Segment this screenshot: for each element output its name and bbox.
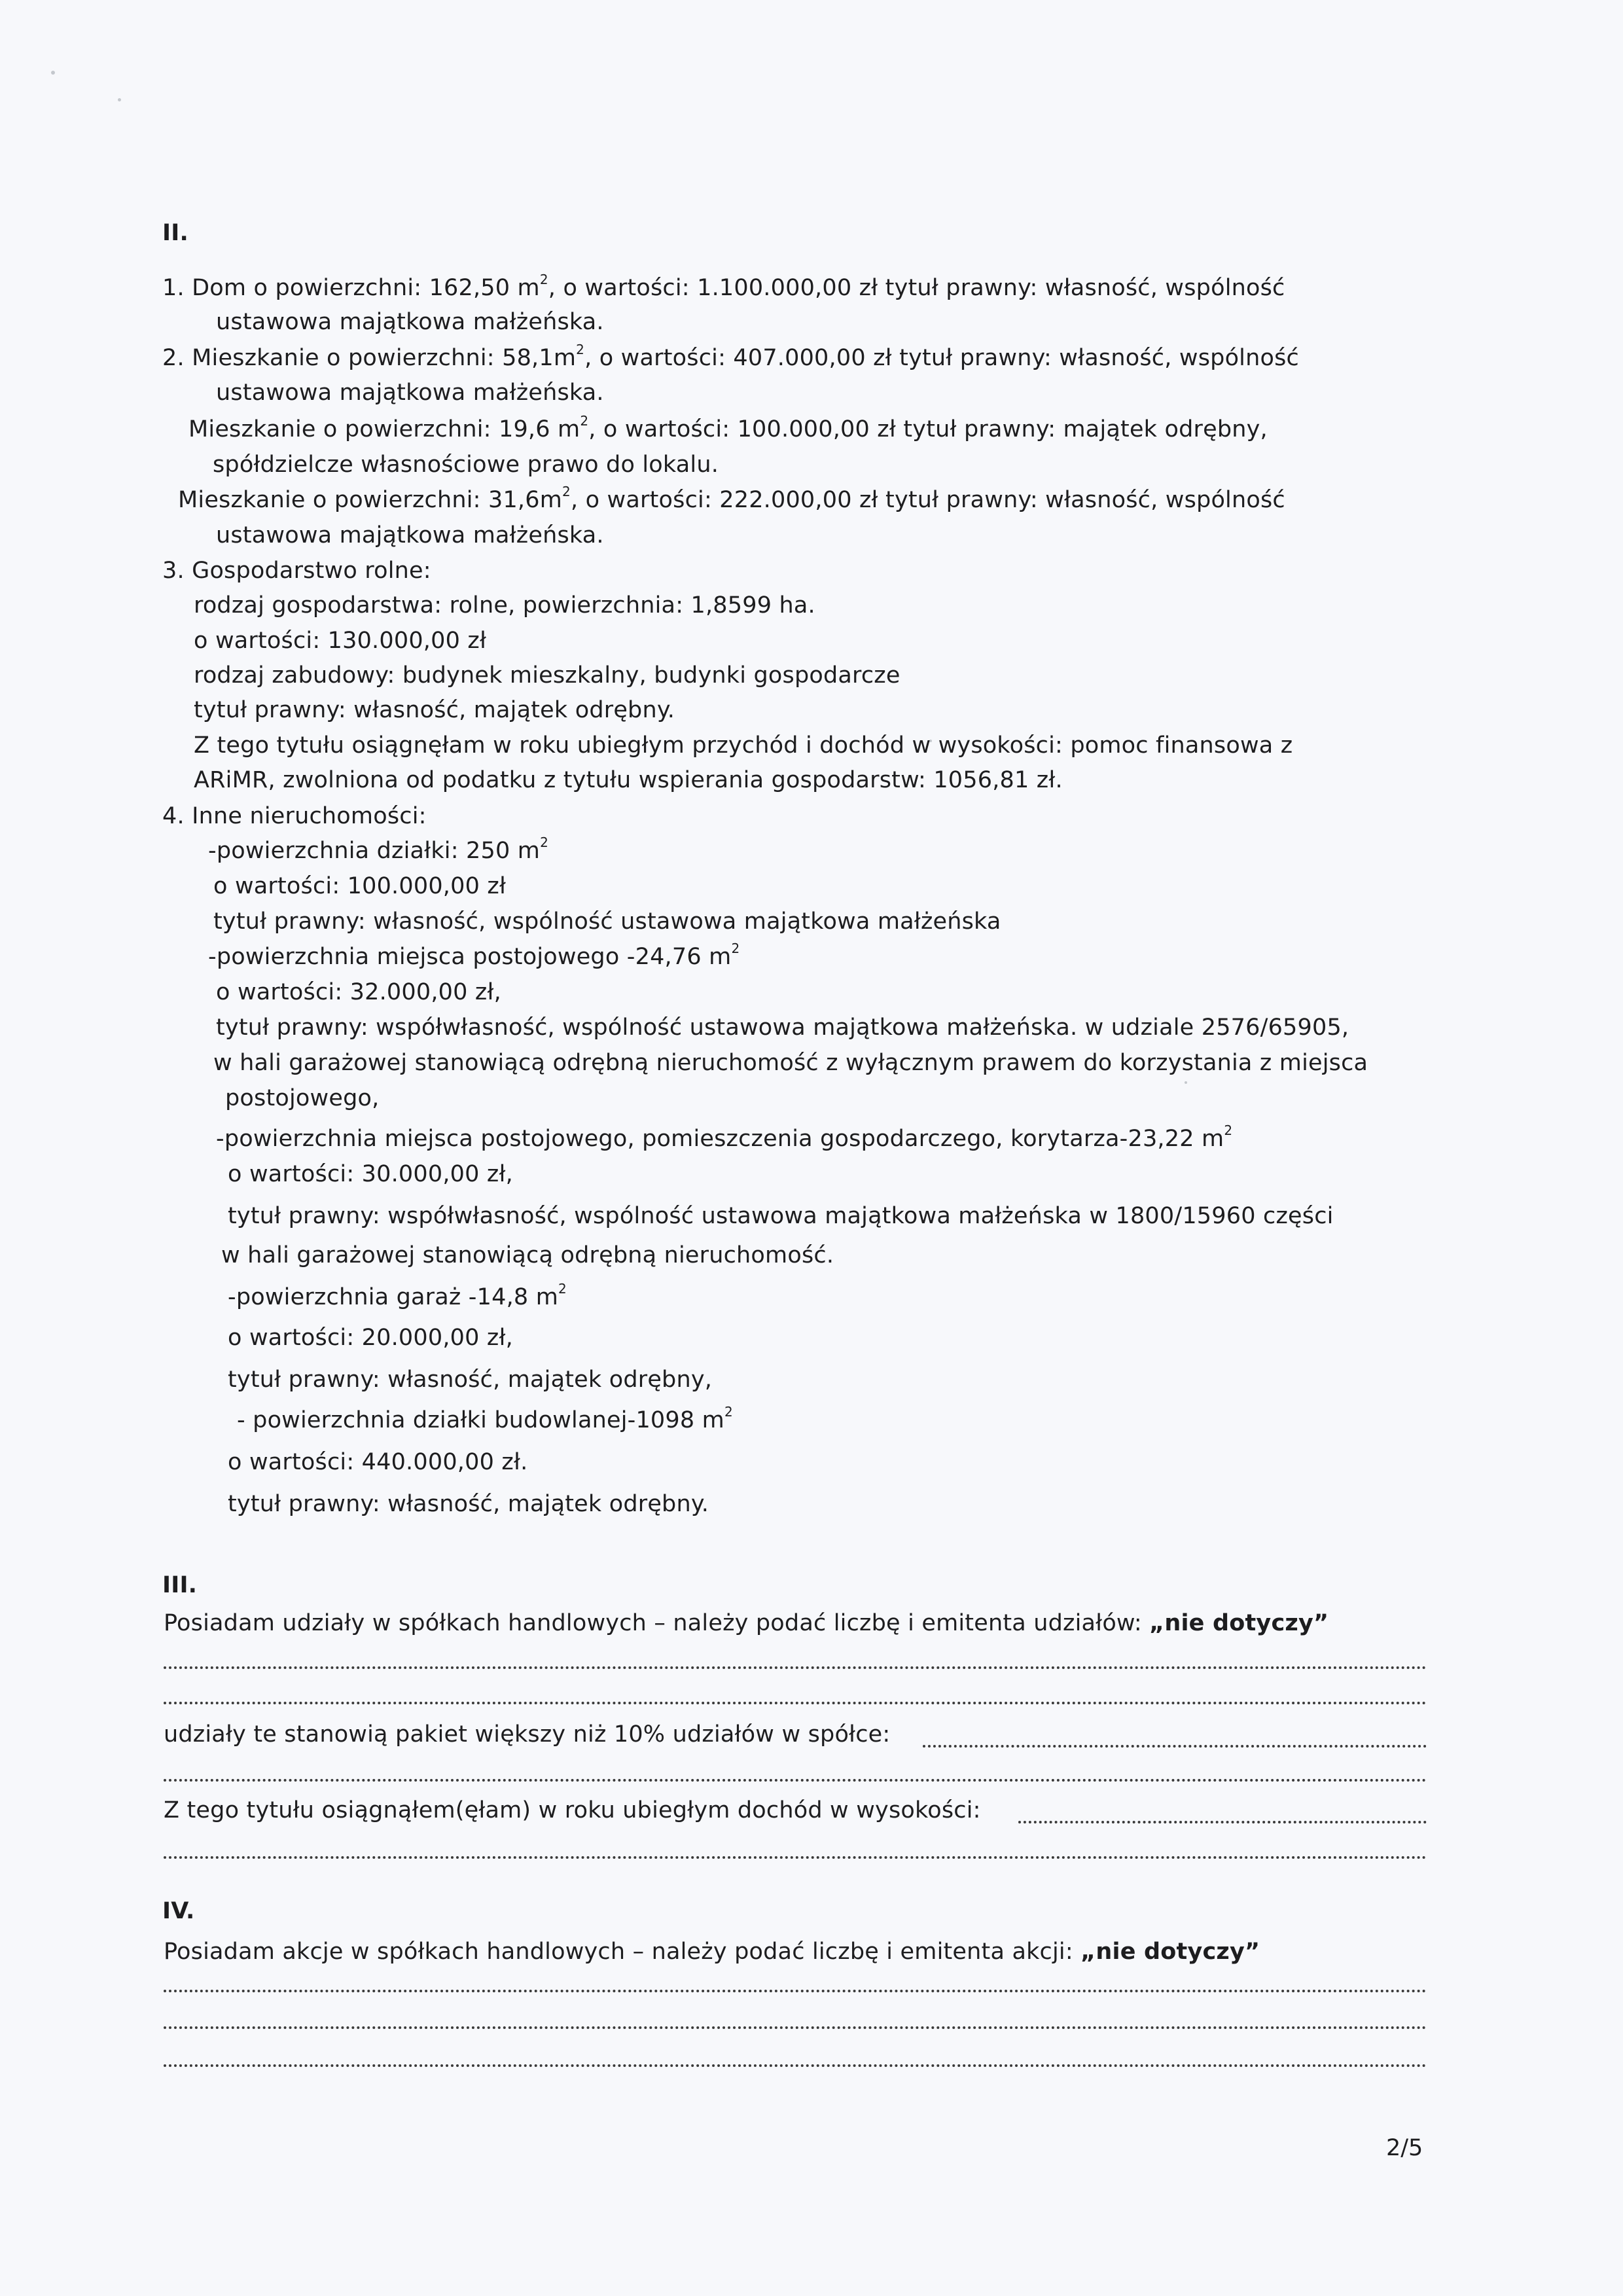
- item-2c-line: Mieszkanie o powierzchni: $31,6m^2$, o wartości: 222.000,00 zł tytuł prawny: własność, wspólność: [178, 484, 1285, 513]
- dotted-answer-line: [164, 1856, 1427, 1859]
- item-4-line-9: -powierzchnia miejsca postojowego, pomieszczenia gospodarczego, korytarza-23,22 $m^2$: [216, 1122, 1233, 1152]
- item-4-line-13: -powierzchnia garaż -14,8 $m^2$: [228, 1281, 567, 1310]
- dotted-answer-line: [164, 2064, 1427, 2067]
- item-3-line-5: Z tego tytułu osiągnęłam w roku ubiegłym przychód i dochód w wysokości: pomoc finansowa z: [194, 732, 1293, 759]
- scan-speck: [118, 98, 121, 101]
- item-4-line-12: w hali garażowej stanowiącą odrębną nieruchomość.: [221, 1242, 834, 1268]
- item-4-title: 4. Inne nieruchomości:: [162, 803, 427, 829]
- item-3-line-1: rodzaj gospodarstwa: rolne, powierzchnia: 1,8599 ha.: [194, 592, 815, 619]
- dotted-answer-fill: [1018, 1821, 1427, 1823]
- item-3-line-6: ARiMR, zwolniona od podatku z tytułu wspierania gospodarstw: 1056,81 zł.: [194, 767, 1063, 793]
- item-3-title: 3. Gospodarstwo rolne:: [162, 558, 431, 584]
- item-4-line-18: tytuł prawny: własność, majątek odrębny.: [228, 1491, 709, 1517]
- section-iv-question-1: Posiadam akcje w spółkach handlowych – należy podać liczbę i emitenta akcji: „nie dotyczy”: [164, 1939, 1260, 1965]
- item-4-line-7: w hali garażowej stanowiącą odrębną nieruchomość z wyłącznym prawem do korzystania z miejsca: [213, 1050, 1368, 1076]
- section-iii-question-1: Posiadam udziały w spółkach handlowych – należy podać liczbę i emitenta udziałów: „nie dotyczy”: [164, 1610, 1329, 1636]
- section-iii-question-3: Z tego tytułu osiągnąłem(ęłam) w roku ubiegłym dochód w wysokości:: [164, 1797, 981, 1823]
- item-3-line-3: rodzaj zabudowy: budynek mieszkalny, budynki gospodarcze: [194, 662, 901, 689]
- item-1-continuation: ustawowa majątkowa małżeńska.: [216, 309, 604, 335]
- section-iii-answer: „nie dotyczy”: [1149, 1610, 1329, 1636]
- item-2c-continuation: ustawowa majątkowa małżeńska.: [216, 522, 604, 548]
- dotted-answer-line: [164, 1666, 1427, 1669]
- item-3-line-4: tytuł prawny: własność, majątek odrębny.: [194, 697, 675, 723]
- item-2b-continuation: spółdzielcze własnościowe prawo do lokalu.: [213, 452, 719, 478]
- item-4-line-11: tytuł prawny: współwłasność, wspólność ustawowa majątkowa małżeńska w 1800/15960 części: [228, 1203, 1334, 1229]
- item-4-line-17: o wartości: 440.000,00 zł.: [228, 1449, 528, 1475]
- dotted-answer-line: [164, 1779, 1427, 1782]
- section-iii-question-2: udziały te stanowią pakiet większy niż 10% udziałów w spółce:: [164, 1721, 891, 1748]
- scan-speck: [51, 71, 55, 75]
- item-4-line-3: tytuł prawny: własność, wspólność ustawowa majątkowa małżeńska: [213, 908, 1001, 935]
- item-1-line: 1. Dom o powierzchni: 162,50 $m^2$, o wartości: 1.100.000,00 zł tytuł prawny: własność, wspólność: [162, 272, 1285, 301]
- item-4-line-15: tytuł prawny: własność, majątek odrębny,: [228, 1367, 713, 1393]
- section-iii-heading: III.: [162, 1572, 198, 1598]
- item-2-continuation: ustawowa majątkowa małżeńska.: [216, 380, 604, 406]
- section-ii-heading: II.: [162, 220, 188, 246]
- item-4-line-5: o wartości: 32.000,00 zł,: [216, 979, 501, 1005]
- item-2-line: 2. Mieszkanie o powierzchni: $58,1m^2$, o wartości: 407.000,00 zł tytuł prawny: własność, wspólność: [162, 342, 1299, 371]
- dotted-answer-line: [164, 2026, 1427, 2029]
- item-4-line-16: - powierzchnia działki budowlanej-1098 $m^2$: [237, 1404, 733, 1433]
- item-3-line-2: o wartości: 130.000,00 zł: [194, 628, 487, 654]
- item-4-line-4: -powierzchnia miejsca postojowego -24,76 $m^2$: [208, 941, 740, 970]
- dotted-answer-line: [164, 1990, 1427, 1992]
- item-4-line-2: o wartości: 100.000,00 zł: [213, 873, 507, 899]
- dotted-answer-fill: [923, 1745, 1427, 1748]
- item-4-line-1: -powierzchnia działki: 250 $m^2$: [208, 834, 548, 864]
- section-iv-answer: „nie dotyczy”: [1080, 1939, 1260, 1965]
- item-4-line-10: o wartości: 30.000,00 zł,: [228, 1161, 513, 1187]
- item-4-line-14: o wartości: 20.000,00 zł,: [228, 1325, 513, 1351]
- scan-speck: [1185, 1081, 1187, 1084]
- section-iv-heading: IV.: [162, 1898, 195, 1924]
- dotted-answer-line: [164, 1702, 1427, 1704]
- item-2b-line: Mieszkanie o powierzchni: 19,6 $m^2$, o wartości: 100.000,00 zł tytuł prawny: majątek odrębny,: [188, 413, 1268, 442]
- item-4-line-6: tytuł prawny: współwłasność, wspólność ustawowa majątkowa małżeńska. w udziale 2576/65905,: [216, 1014, 1349, 1041]
- page-number: 2/5: [1386, 2135, 1423, 2161]
- item-4-line-8: postojowego,: [225, 1085, 380, 1111]
